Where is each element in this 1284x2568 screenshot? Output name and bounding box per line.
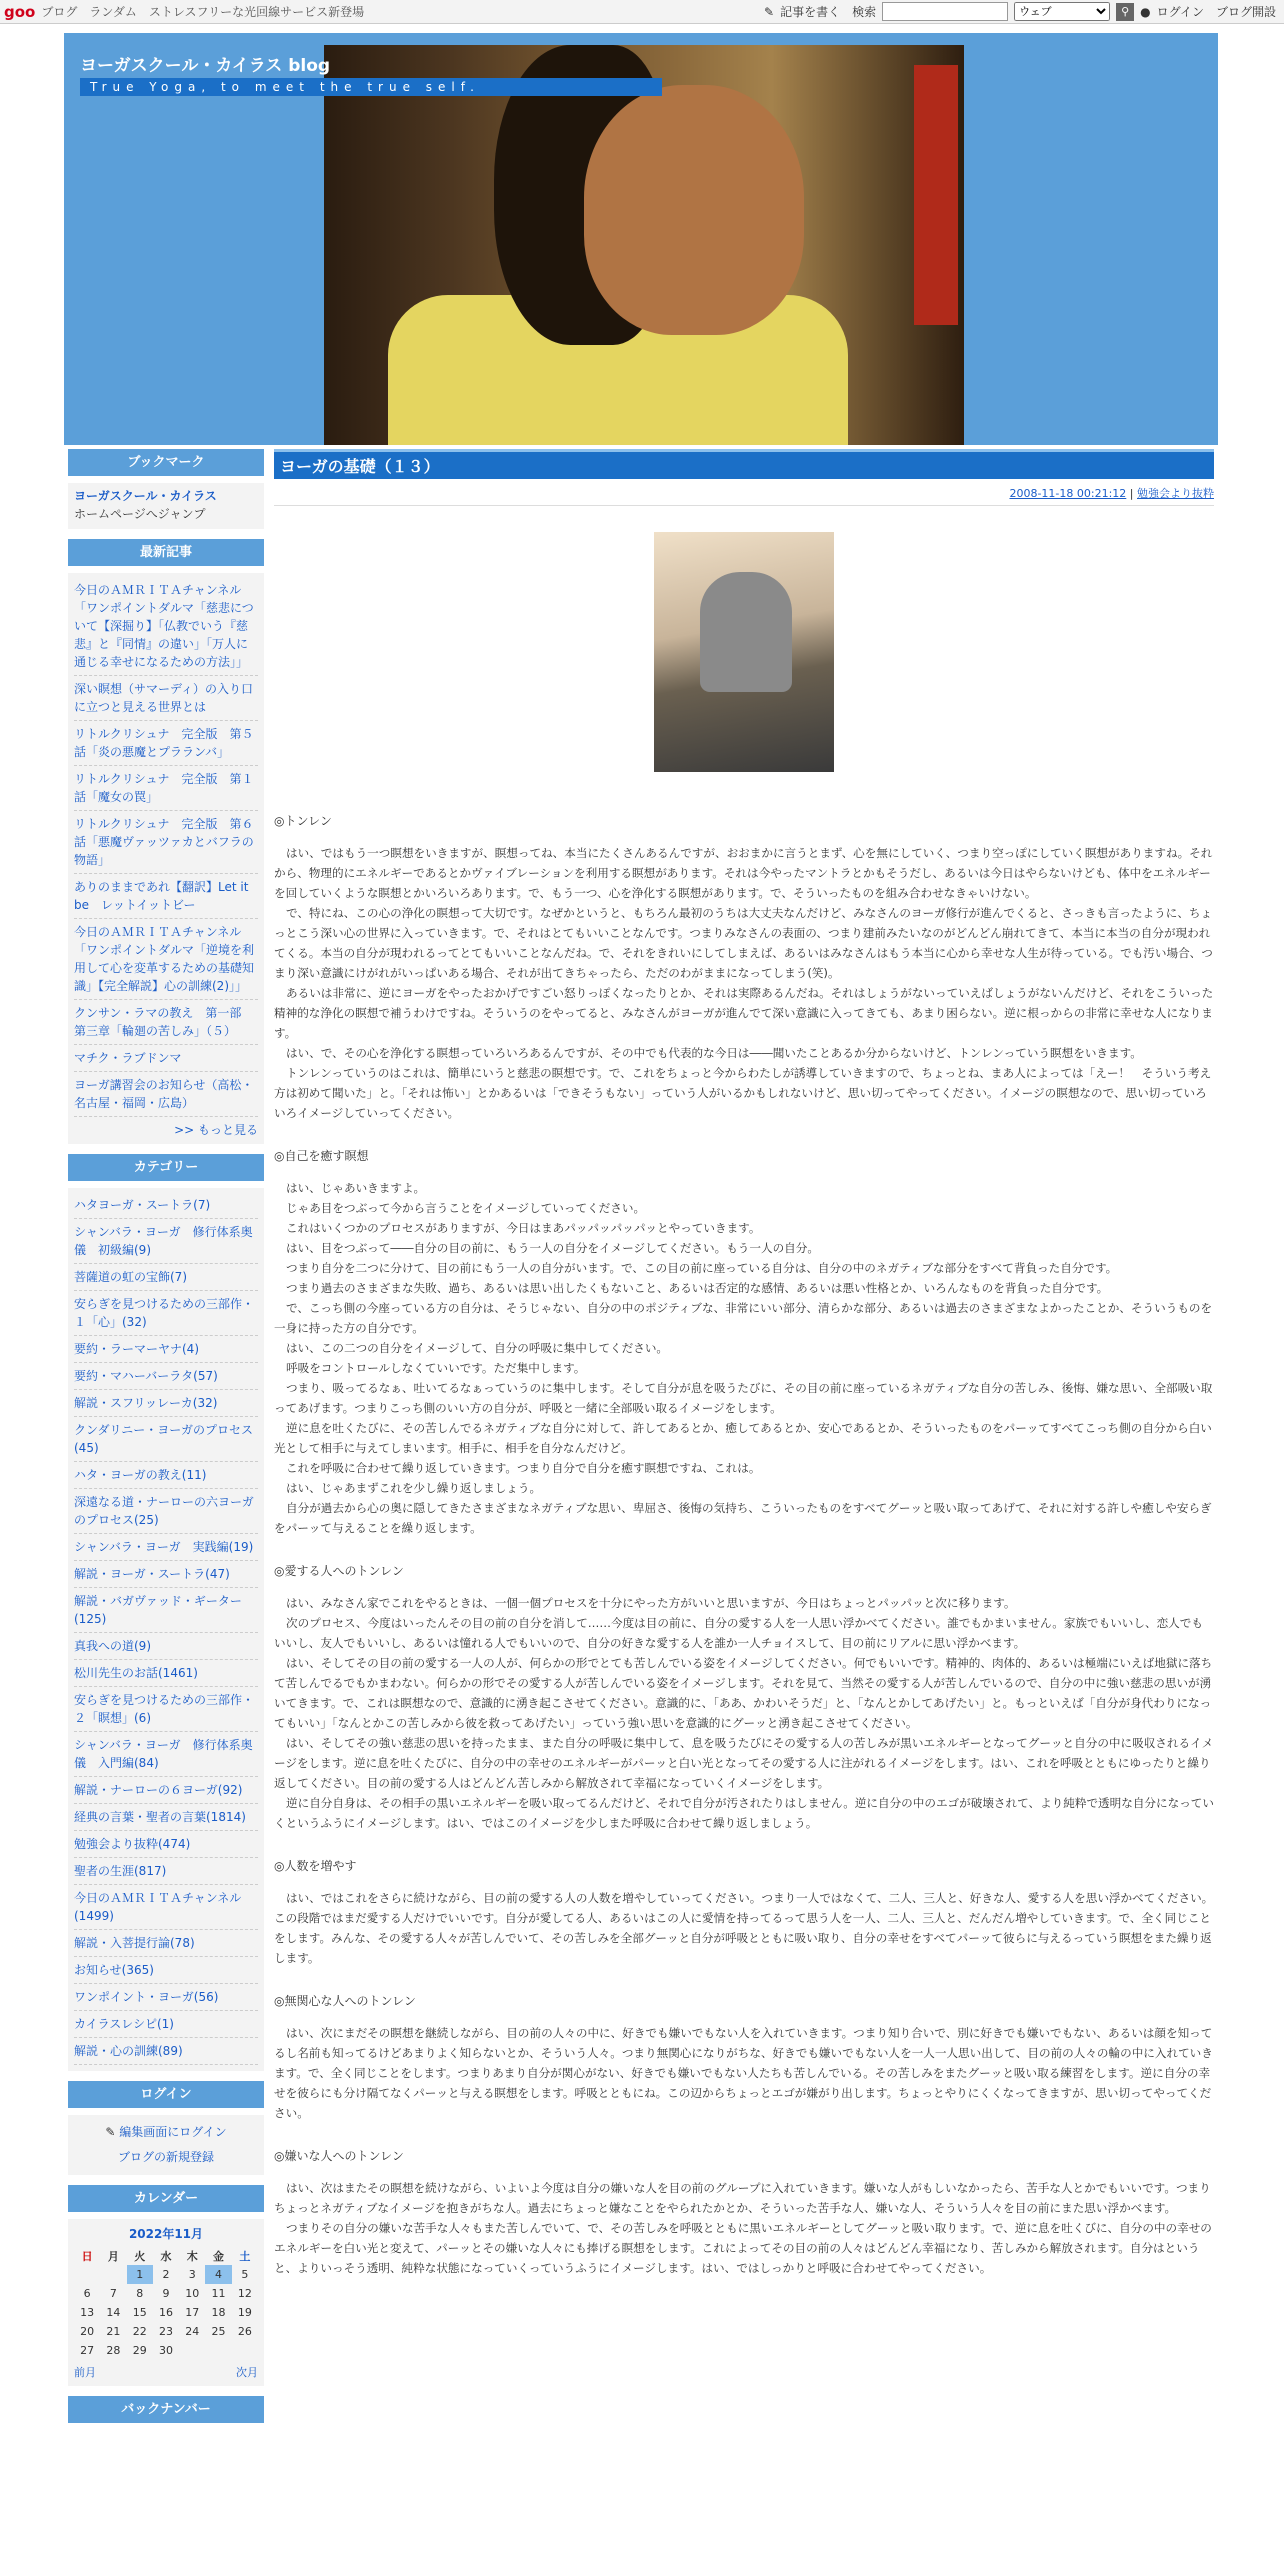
entry-paragraph: で、特にね、この心の浄化の瞑想って大切です。なぜかというと、もちろん最初のうちは大丈夫なんだけど、みなさんのヨーガ修行が進んでくると、さっきも言ったように、ちょっとこう深い心の世界に入っていきます。で、それはとてもいいことなんです。つまりみなさんの表面の、つまり建前みたいなのがどんどん崩れてきて、本当に本当の自分が現われてくる。本当の自分が現われるってとてもいいことなんだね。で、それをきれいにしてしまえば、あるいはみなさんはもう本当に心から幸せな人生が待っている。でも汚い場合、つまり深い意識にけがれがいっぱいある場合、それが出てきちゃったら、ただのわがままになってしまう(笑)。 [274,906,1213,980]
entry-paragraph: 逆に息を吐くたびに、その苦しんでるネガティブな自分に対して、許してあるとか、癒してあるとか、安心であるとか、そういったものをパーッてすべてこっち側の自分から白い光として相手に与えてしまいます。相手に、相手を自分なんだけど。 [274,1421,1212,1455]
category-item[interactable]: お知らせ(365) [74,1957,258,1984]
category-item[interactable]: シャンバラ・ヨーガ 修行体系奥儀 初級編(9) [74,1219,258,1264]
bookmark-heading: ブックマーク [68,449,264,476]
category-item[interactable]: 解説・心の訓練(89) [74,2038,258,2065]
calendar-cell: 12 [237,2287,252,2300]
entry-paragraph: はい、みなさん家でこれをやるときは、一個一個プロセスを十分にやった方がいいと思いますが、今日はちょっとパッパッと次に移ります。 [286,1596,1016,1610]
calendar-cell: 29 [132,2344,147,2357]
category-item[interactable]: シャンバラ・ヨーガ 実践編(19) [74,1534,258,1561]
pencil-icon: ✎ [764,4,775,19]
entry-paragraph: はい、じゃあいきますよ。 [286,1181,426,1195]
calendar-cell: 20 [80,2325,95,2338]
calendar-cell: 15 [132,2306,147,2319]
calendar-cell: 7 [109,2287,117,2300]
entry-category-link[interactable]: 勉強会より抜粋 [1137,487,1214,500]
goo-logo[interactable]: goo [4,2,36,21]
category-item[interactable]: 解説・入菩提行論(78) [74,1930,258,1957]
recent-item[interactable]: リトルクリシュナ 完全版 第５話「炎の悪魔とプラランバ」 [74,721,258,766]
nav-promo[interactable]: ストレスフリーな光回線サービス新登場 [148,5,365,19]
search-icon[interactable]: ⚲ [1116,3,1134,21]
header-photo [324,45,964,445]
pencil-icon: ✎ [105,2125,116,2139]
recent-item[interactable]: マチク・ラブドンマ [74,1045,258,1072]
category-item[interactable]: 松川先生のお話(1461) [74,1660,258,1687]
calendar-cell[interactable]: 1 [127,2265,153,2284]
calendar-cell [232,2341,258,2360]
main-entry [274,449,1214,2278]
category-item[interactable]: 解説・ナーローの６ヨーガ(92) [74,1777,258,1804]
entry-paragraph: はい、目をつぶって――自分の目の前に、もう一人の自分をイメージしてください。もう一人の自分。 [286,1241,819,1255]
blog-title[interactable]: ヨーガスクール・カイラス blog [80,56,331,76]
category-heading: カテゴリー [68,1154,264,1181]
new-blog-link[interactable]: ブログの新規登録 [117,2150,214,2164]
entry-paragraph: トンレンっていうのはこれは、簡単にいうと慈悲の瞑想です。で、これをちょっと今からわたしが誘導していきますので、ちょっとね、まあ人によっては「えー！ そういう考え方は初めて聞いた」と。「それは怖い」とかあるいは「できそうもない」っていう人がいるかもしれないけど、思い切ってやってください。イメージの瞑想なので、思い切っていろいろイメージしていってください。 [274,1066,1212,1120]
calendar-box [68,2219,264,2386]
calendar-cell: 6 [83,2287,91,2300]
entry-paragraph: はい、この二つの自分をイメージして、自分の呼吸に集中してください。 [286,1341,669,1355]
entry-paragraph: はい、そしてその目の前の愛する一人の人が、何らかの形でとても苦しんでいる姿をイメージしてください。何でもいいです。精神的、肉体的、あるいは極端にいえば地獄に落ちて苦しんでるでもかまわない。何らかの形でその愛する人が苦しんでいる姿をイメージします。それを見て、当然その愛する人が苦しんでいるので、自分の中に強い慈悲の思いが湧いてきます。で、これは瞑想なので、意識的に湧き起こさせてください。意識的に、「ああ、かわいそうだ」と、「なんとかしてあげたい」と。もっといえば「自分が身代わりになってもいい」「なんとかこの苦しみから彼を救ってあげたい」っていう強い思いを意識的にグーッと湧き起こさせてください。 [274,1656,1213,1730]
goo-toolbar [0,0,1284,24]
category-item[interactable]: ワンポイント・ヨーガ(56) [74,1984,258,2011]
calendar-cell: 25 [211,2325,226,2338]
category-item[interactable]: 勉強会より抜粋(474) [74,1831,258,1858]
calendar-cell: 22 [132,2325,147,2338]
backnumber-heading: バックナンバー [68,2396,264,2423]
calendar-day-header: 水 [160,2249,172,2263]
recent-item[interactable]: クンサン・ラマの教え 第一部 第三章「輪廻の苦しみ」（５） [74,1000,258,1045]
calendar-day-header: 土 [239,2249,251,2263]
entry-paragraph: はい、ではもう一つ瞑想をいきますが、瞑想ってね、本当にたくさんあるんですが、おおまかに言うとまず、心を無にしていく、つまり空っぽにしていく瞑想がありますね。それから、物理的にエネルギーであるとかヴァイブレーションを利用する瞑想があります。それは今やったマントラとかもそうだし、あるいは今日はやらないけども、体中をエネルギーを回していくような瞑想とかいろいろあります。で、もう一つ、心を浄化する瞑想があります。で、そういったものを組み合わせなきゃいけない。 [274,846,1213,900]
recent-heading: 最新記事 [68,539,264,566]
section-heading: ◎トンレン [274,814,332,828]
calendar-cell: 23 [158,2325,173,2338]
calendar-prev-link[interactable]: 前月 [74,2366,96,2379]
calendar-day-header: 火 [134,2249,146,2263]
calendar-cell: 27 [80,2344,95,2357]
calendar-cell: 5 [241,2268,249,2281]
recent-item[interactable]: ヨーガ講習会のお知らせ（高松・名古屋・福岡・広島） [74,1072,258,1117]
recent-more-link[interactable]: >> もっと見る [174,1123,258,1137]
calendar-cell: 17 [185,2306,200,2319]
entry-paragraph: つまりその自分の嫌いな苦手な人々もまた苦しんでいて、で、その苦しみを呼吸とともに黒いエネルギーとしてグーッと吸い取ります。で、逆に息を吐くびに、自分の中の幸せのエネルギーを白い光と変えて、パーッとその嫌いな人々にも捧げる瞑想をします。これによってその目の前の人々はどんどん幸福になり、苦しみから解放されます。自分はというと、よりいっそう透明、純粋な状態になっていくっていうふうにイメージします。はい、ではしっかりと呼吸に合わせてやってください。 [274,2221,1212,2275]
calendar-heading: カレンダー [68,2185,264,2212]
header-photo-face [584,85,804,335]
bookmark-link[interactable]: ヨーガスクール・カイラス [74,489,217,503]
calendar-cell: 16 [158,2306,173,2319]
calendar-cell: 14 [106,2306,121,2319]
entry-paragraph: 呼吸をコントロールしなくていいです。ただ集中します。 [286,1361,586,1375]
entry-paragraph: つまり、吸ってるなぁ、吐いてるなぁっていうのに集中します。そして自分が息を吸うたびに、その目の前に座っているネガティブな自分の苦しみ、後悔、嫌な思い、全部吸い取ってあげます。つまりこっち側のいい方の自分が、呼吸と一緒に全部吸い取るイメージをします。 [274,1381,1213,1415]
calendar-cell [179,2341,205,2360]
login-box [68,2115,264,2175]
bookmark-desc: ホームページへジャンプ [74,507,206,521]
category-item[interactable]: 聖者の生涯(817) [74,1858,258,1885]
calendar-cell [100,2265,126,2284]
category-list [68,1188,264,2071]
calendar-cell: 28 [106,2344,121,2357]
calendar-cell [205,2341,231,2360]
calendar-cell: 10 [185,2287,200,2300]
login-heading: ログイン [68,2081,264,2108]
recent-list [68,573,264,1144]
entry-paragraph: はい、ではこれをさらに続けながら、目の前の愛する人の人数を増やしていってください。つまり一人ではなくて、二人、三人と、好きな人、愛する人を思い浮かべてください。この段階ではまだ愛する人だけでいいです。自分が愛してる人、あるいはこの人に愛情を持ってるって思う人を一人、二人、三人と、だんだん増やしていきます。で、全く同じことをします。みんな、その愛する人々が苦しんでいて、その苦しみを全部グーッと自分が呼吸とともに吸い取り、自分の幸せをすべてパーッて彼らに与えるっていう瞑想をまた繰り返します。 [274,1891,1214,1965]
category-item[interactable]: 深遠なる道・ナーローの六ヨーガのプロセス(25) [74,1489,258,1534]
category-item[interactable]: 解説・バガヴァッド・ギーター(125) [74,1588,258,1633]
header-photo-sign [914,65,958,325]
entry-paragraph: で、こっち側の今座っている方の自分は、そうじゃない、自分の中のポジティブな、非常にいい部分、清らかな部分、あるいは過去のさまざまなよかったことか、そういうものを一身に持った方の自分です。 [274,1301,1213,1335]
section-heading: ◎自己を癒す瞑想 [274,1149,369,1163]
category-item[interactable]: 菩薩道の虹の宝飾(7) [74,1264,258,1291]
entry-photo-person [700,572,792,692]
calendar-cell: 8 [136,2287,144,2300]
calendar-title: 2022年11月 [128,2227,204,2241]
calendar-day-header: 月 [107,2249,119,2263]
entry-paragraph: じゃあ目をつぶって今から言うことをイメージしていってください。 [286,1201,646,1215]
section-heading: ◎愛する人へのトンレン [274,1564,404,1578]
bookmark-box [68,483,264,529]
calendar-cell: 26 [237,2325,252,2338]
calendar-cell: 9 [162,2287,170,2300]
entry-meta-separator: | [1126,487,1137,500]
entry-title[interactable]: ヨーガの基礎（１３） [274,449,1214,479]
recent-item[interactable]: 今日のＡＭＲＩＴＡチャンネル「ワンポイントダルマ「慈悲について【深掘り】「仏教でいう『慈悲』と『同情』の違い」「万人に通じる幸せになるための方法」」 [74,577,258,676]
category-item[interactable]: 解説・ヨーガ・スートラ(47) [74,1561,258,1588]
entry-paragraph: これはいくつかのプロセスがありますが、今日はまあパッパッパッパッとやっていきます。 [286,1221,761,1235]
entry-paragraph: つまり過去のさまざまな失敗、過ち、あるいは思い出したくもないこと、あるいは否定的な感情、あるいは悪い性格とか、いろんなものを背負った自分です。 [286,1281,1109,1295]
edit-login-link[interactable]: 編集画面にログイン [119,2125,227,2139]
recent-item[interactable]: リトルクリシュナ 完全版 第１話「魔女の罠」 [74,766,258,811]
search-label: 検索 [852,5,877,19]
search-scope-select[interactable] [1014,2,1110,21]
entry-paragraph: あるいは非常に、逆にヨーガをやったおかげですごい怒りっぽくなったりとか、それは実際あるんだね。それはしょうがないっていえばしょうがないんだけど、それをこういった精神的な浄化の瞑想で補うわけですね。そういうのをやってると、みなさんがヨーガが進んでて深い意識に入ってきても、あまり困らない。逆に根っからの非常に幸せな人になります。 [274,986,1214,1040]
calendar-cell: 24 [185,2325,200,2338]
entry-paragraph: はい、じゃあまずこれを少し繰り返しましょう。 [286,1481,542,1495]
calendar-table [74,2246,258,2360]
calendar-day-header: 金 [213,2249,225,2263]
category-item[interactable]: 経典の言葉・聖者の言葉(1814) [74,1804,258,1831]
page-frame [64,33,1218,2568]
calendar-cell: 3 [188,2268,196,2281]
calendar-cell[interactable]: 4 [205,2265,231,2284]
entry-meta [274,485,1214,506]
entry-paragraph: はい、そしてその強い慈悲の思いを持ったまま、また自分の呼吸に集中して、息を吸うたびにその愛する人の苦しみが黒いエネルギーとなってグーッと自分の中に吸収されるイメージをします。逆に息を吐くたびに、自分の中の幸せのエネルギーがパーッと白い光となってその愛する人に注がれるイメージをします。はい、これを呼吸とともにゆったりと繰り返してください。目の前の愛する人はどんどん苦しみから解放されて幸福になっていくイメージをします。 [274,1736,1214,1790]
calendar-cell: 11 [211,2287,226,2300]
calendar-cell: 21 [106,2325,121,2338]
category-item[interactable]: 安らぎを見つけるための三部作・１「心」(32) [74,1291,258,1336]
calendar-day-header: 日 [81,2249,93,2263]
entry-paragraph: つまり自分を二つに分けて、目の前にもう一人の自分がいます。で、この目の前に座っている自分は、自分の中のネガティブな部分をすべて背負った自分です。 [286,1261,1118,1275]
calendar-cell: 30 [158,2344,173,2357]
search-input[interactable] [882,2,1008,21]
entry-paragraph: 自分が過去から心の奥に隠してきたさまざまなネガティブな思い、卑屈さ、後悔の気持ち、こういったものをすべてグーッと吸い取ってあげて、それに対する許しや癒しや安らぎをパーッて与えることを繰り返します。 [274,1501,1212,1535]
recent-item[interactable]: 深い瞑想（サマーディ）の入り口に立つと見える世界とは [74,676,258,721]
entry-paragraph: はい、で、その心を浄化する瞑想っていろいろあるんですが、その中でも代表的な今日は――聞いたことあるか分からないけど、トンレンっていう瞑想をいきます。 [286,1046,1142,1060]
section-heading: ◎人数を増やす [274,1859,357,1873]
entry-photo [654,532,834,772]
calendar-cell [74,2265,100,2284]
toolbar-right [764,2,1276,21]
category-item[interactable]: ハタヨーガ・スートラ(7) [74,1192,258,1219]
nav-blog[interactable]: ブログ [41,5,78,19]
category-item[interactable]: 安らぎを見つけるための三部作・２「瞑想」(6) [74,1687,258,1732]
blog-header [68,37,1214,445]
recent-item[interactable]: 今日のＡＭＲＩＴＡチャンネル「ワンポイントダルマ「逆境を利用して心を変革するための基礎知識」【完全解説】心の訓練(2)」」 [74,919,258,1000]
open-blog-link[interactable]: ブログ開設 [1215,5,1276,19]
entry-paragraph: はい、次はまたその瞑想を続けながら、いよいよ今度は自分の嫌いな人を目の前のグループに入れていきます。嫌いな人がもしいなかったら、苦手な人とかでもいいです。つまりちょっとネガティブなイメージを抱きがちな人。過去にちょっと嫌なことをやられたかとか、そういった苦手な人、嫌いな人、そういう人々を目の前にまた思い浮かべます。 [274,2181,1211,2215]
recent-item[interactable]: リトルクリシュナ 完全版 第６話「悪魔ヴァッツァカとバフラの物語」 [74,811,258,874]
blog-subtitle: True Yoga, to meet the true self. [80,78,662,96]
section-heading: ◎無関心な人へのトンレン [274,1994,416,2008]
entry-paragraph: 次のプロセス、今度はいったんその目の前の自分を消して……今度は目の前に、自分の愛する人を一人思い浮かべてください。誰でもかまいません。家族でもいいし、恋人でもいいし、友人でもいいし、あるいは憧れる人でもいいので、自分の好きな愛する人を誰か一人チョイスして、目の前にリアルに思い浮かべます。 [274,1616,1203,1650]
category-item[interactable]: 要約・マハーバーラタ(57) [74,1363,258,1390]
category-item[interactable]: 真我への道(9) [74,1633,258,1660]
category-item[interactable]: カイラスレシピ(1) [74,2011,258,2038]
calendar-cell: 13 [80,2306,95,2319]
sidebar [68,449,264,2430]
calendar-cell: 19 [237,2306,252,2319]
entry-body [274,812,1214,2278]
entry-paragraph: これを呼吸に合わせて繰り返していきます。つまり自分で自分を癒す瞑想ですね、これは。 [286,1461,761,1475]
entry-date-link[interactable]: 2008-11-18 00:21:12 [1009,487,1127,500]
login-link[interactable]: ログイン [1156,5,1204,19]
calendar-cell: 2 [162,2268,170,2281]
category-item[interactable]: ハタ・ヨーガの教え(11) [74,1462,258,1489]
calendar-cell: 18 [211,2306,226,2319]
write-article-link[interactable]: 記事を書く [780,5,841,19]
category-item[interactable]: シャンバラ・ヨーガ 修行体系奥儀 入門編(84) [74,1732,258,1777]
category-item[interactable]: 要約・ラーマーヤナ(4) [74,1336,258,1363]
category-item[interactable]: 解説・スフリッレーカ(32) [74,1390,258,1417]
nav-random[interactable]: ランダム [89,5,137,19]
calendar-next-link[interactable]: 次月 [236,2366,258,2379]
category-item[interactable]: 今日のＡＭＲＩＴＡチャンネル(1499) [74,1885,258,1930]
user-icon: ● [1140,4,1151,19]
entry-paragraph: はい、次にまだその瞑想を継続しながら、目の前の人々の中に、好きでも嫌いでもない人を入れていきます。つまり知り合いで、別に好きでも嫌いでもない、あるいは顔を知ってるし名前も知ってるけどあまりよく知らないとか、そういう人々。つまり無関心になりがちな、好きでも嫌いでもない人を一人一人思い出して、目の前の人々の輪の中に入れていきます。で、全く同じことをします。つまりあまり自分が関心がない、好きでも嫌いでもない人たちも苦しんでいる。その苦しみをまたグーッと吸い取る練習をします。逆に自分の幸せを彼らにも分け隔てなくパーッと与える瞑想をします。呼吸とともにね。この辺からちょっとエゴが嫌がり出します。ちょっとやりにくくなってきますが、思い切ってやってください。 [274,2026,1213,2120]
category-item[interactable]: クンダリニー・ヨーガのプロセス(45) [74,1417,258,1462]
calendar-day-header: 木 [186,2249,198,2263]
entry-paragraph: 逆に自分自身は、その相手の黒いエネルギーを吸い取ってるんだけど、それで自分が汚されたりはしません。逆に自分の中のエゴが破壊されて、より純粋で透明な自分になっていくというふうにイメージします。はい、ではこのイメージを少しまた呼吸に合わせて繰り返しましょう。 [274,1796,1214,1830]
section-heading: ◎嫌いな人へのトンレン [274,2149,404,2163]
recent-item[interactable]: ありのままであれ【翻訳】Let it be レットイットビー [74,874,258,919]
calendar-nav [74,2364,258,2380]
content-area [64,445,1218,2568]
